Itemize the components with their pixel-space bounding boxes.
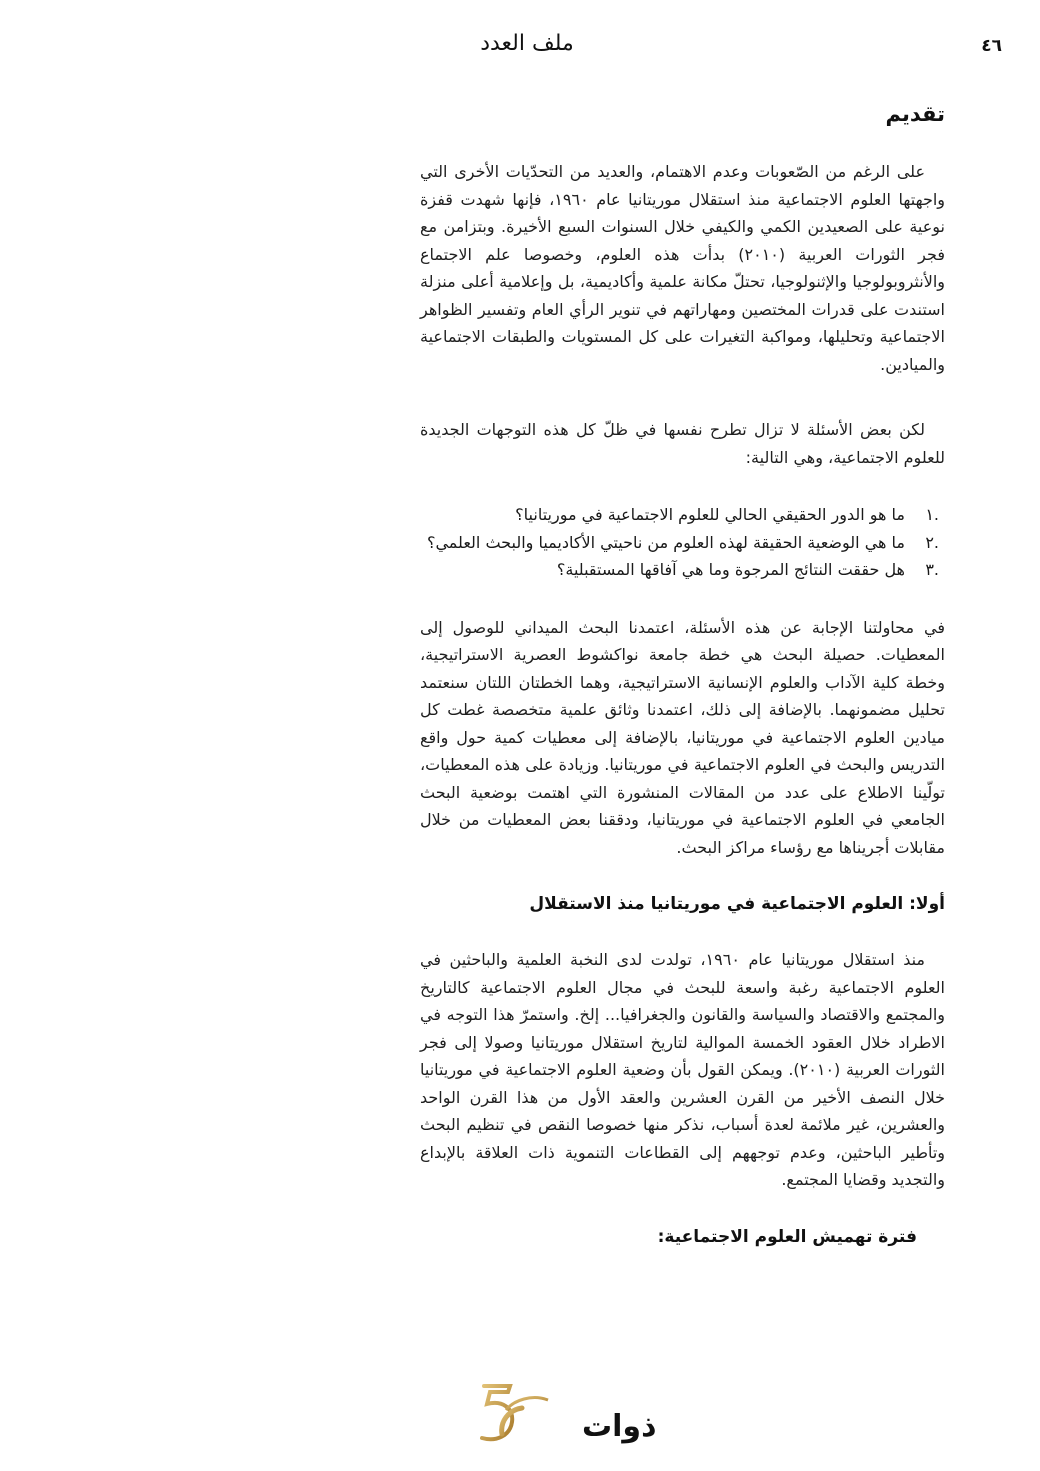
list-item [420,501,945,529]
magazine-logo [462,1380,657,1450]
methodology-paragraph: في محاولتنا الإجابة عن هذه الأسئلة، اعتمدنا البحث الميداني للوصول إلى المعطيات. حصيلة البحث هي خطة جامعة نواكشوط العصرية الاستراتيجية، وخطة كلية الآداب والعلوم الإنسانية الاستراتيجية، وهما الخطتان اللتان سنعتمد تحليل مضمونهما. بالإضافة إلى ذلك، اعتمدنا وثائق علمية متخصصة غطت كل ميادين العلوم الاجتماعية في موريتانيا، بالإضافة إلى معطيات كمية حول واقع التدريس والبحث في العلوم الاجتماعية في موريتانيا. وزيادة على هذه المعطيات، تولّينا الاطلاع على عدد من المقالات المنشورة التي اهتمت بوضعية البحث الجامعي في العلوم الاجتماعية في موريتانيا، ودققنا بعض المعطيات من خلال مقابلات أجريناها مع رؤساء مراكز البحث. [420,617,945,857]
list-item-number: .٣ [925,560,939,579]
list-item-text: ما هي الوضعية الحقيقة لهذه العلوم من ناحيتي الأكاديميا والبحث العلمي؟ [426,532,905,552]
subsection-heading-marginalization: فترة تهميش العلوم الاجتماعية: [657,1226,917,1247]
subsection-heading: أولا: العلوم الاجتماعية في موريتانيا منذ الاستقلال [529,894,945,914]
questions-list [420,501,945,584]
page-number: ٤٦ [981,36,1002,56]
list-item-text: ما هو الدور الحقيقي الحالي للعلوم الاجتماعية في موريتانيا؟ [515,505,905,524]
list-item-number: .٢ [925,532,939,552]
list-item [420,529,945,557]
list-item [420,556,945,584]
article-body [420,98,945,1279]
logo-text: ذوات [582,1409,657,1444]
section-title: تقديم [885,102,945,126]
running-title: ملف العدد [480,31,574,56]
intro-paragraph: على الرغم من الصّعوبات وعدم الاهتمام، والعديد من التحدّيات الأخرى التي واجهتها العلوم الاجتماعية منذ استقلال موريتانيا عام ١٩٦٠، فإنها شهدت قفزة نوعية على الصعيدين الكمي والكيفي خلال السنوات السبع الأخيرة. وبتزامن مع فجر الثورات العربية (٢٠١٠) بدأت هذه العلوم، وخصوصا علم الاجتماع والأنثروبولوجيا والإثنولوجيا، تحتلّ مكانة علمية وأكاديمية، بل وإعلامية أعلى منزلة استندت على قدرات المختصين ومهاراتهم في تنوير الرأي العام وتفسير الظواهر الاجتماعية وتحليلها، ومواكبة التغيرات على كل المستويات والطبقات الاجتماعية والميادين. [420,162,945,374]
questions-intro-paragraph: لكن بعض الأسئلة لا تزال تطرح نفسها في ظلّ كل هذه التوجهات الجديدة للعلوم الاجتماعية، وهي التالية: [420,420,945,467]
logo-graphic [462,1380,657,1450]
independence-paragraph: منذ استقلال موريتانيا عام ١٩٦٠، تولدت لدى النخبة العلمية والباحثين في العلوم الاجتماعية رغبة واسعة للبحث في مجال العلوم الاجتماعية كالتاريخ والمجتمع والاقتصاد والسياسة والقانون والجغرافيا... إلخ. واستمرّ هذا التوجه في الاطراد خلال العقود الخمسة الموالية لتاريخ استقلال موريتانيا وصولا إلى فجر الثورات العربية (٢٠١٠). ويمكن القول بأن وضعية العلوم الاجتماعية في موريتانيا خلال النصف الأخير من القرن العشرين والعقد الأول من هذا القرن الواحد والعشرين، غير ملائمة لعدة أسباب، نذكر منها خصوصا النقص في تنظيم البحث وتأطير الباحثين، وعدم توجههم إلى القطاعات التنموية ذات العلاقة بالإبداع والتجديد وقضايا المجتمع. [420,950,945,1189]
list-item-number: .١ [925,505,939,524]
list-item-text: هل حققت النتائج المرجوة وما هي آفاقها المستقبلية؟ [556,560,905,579]
